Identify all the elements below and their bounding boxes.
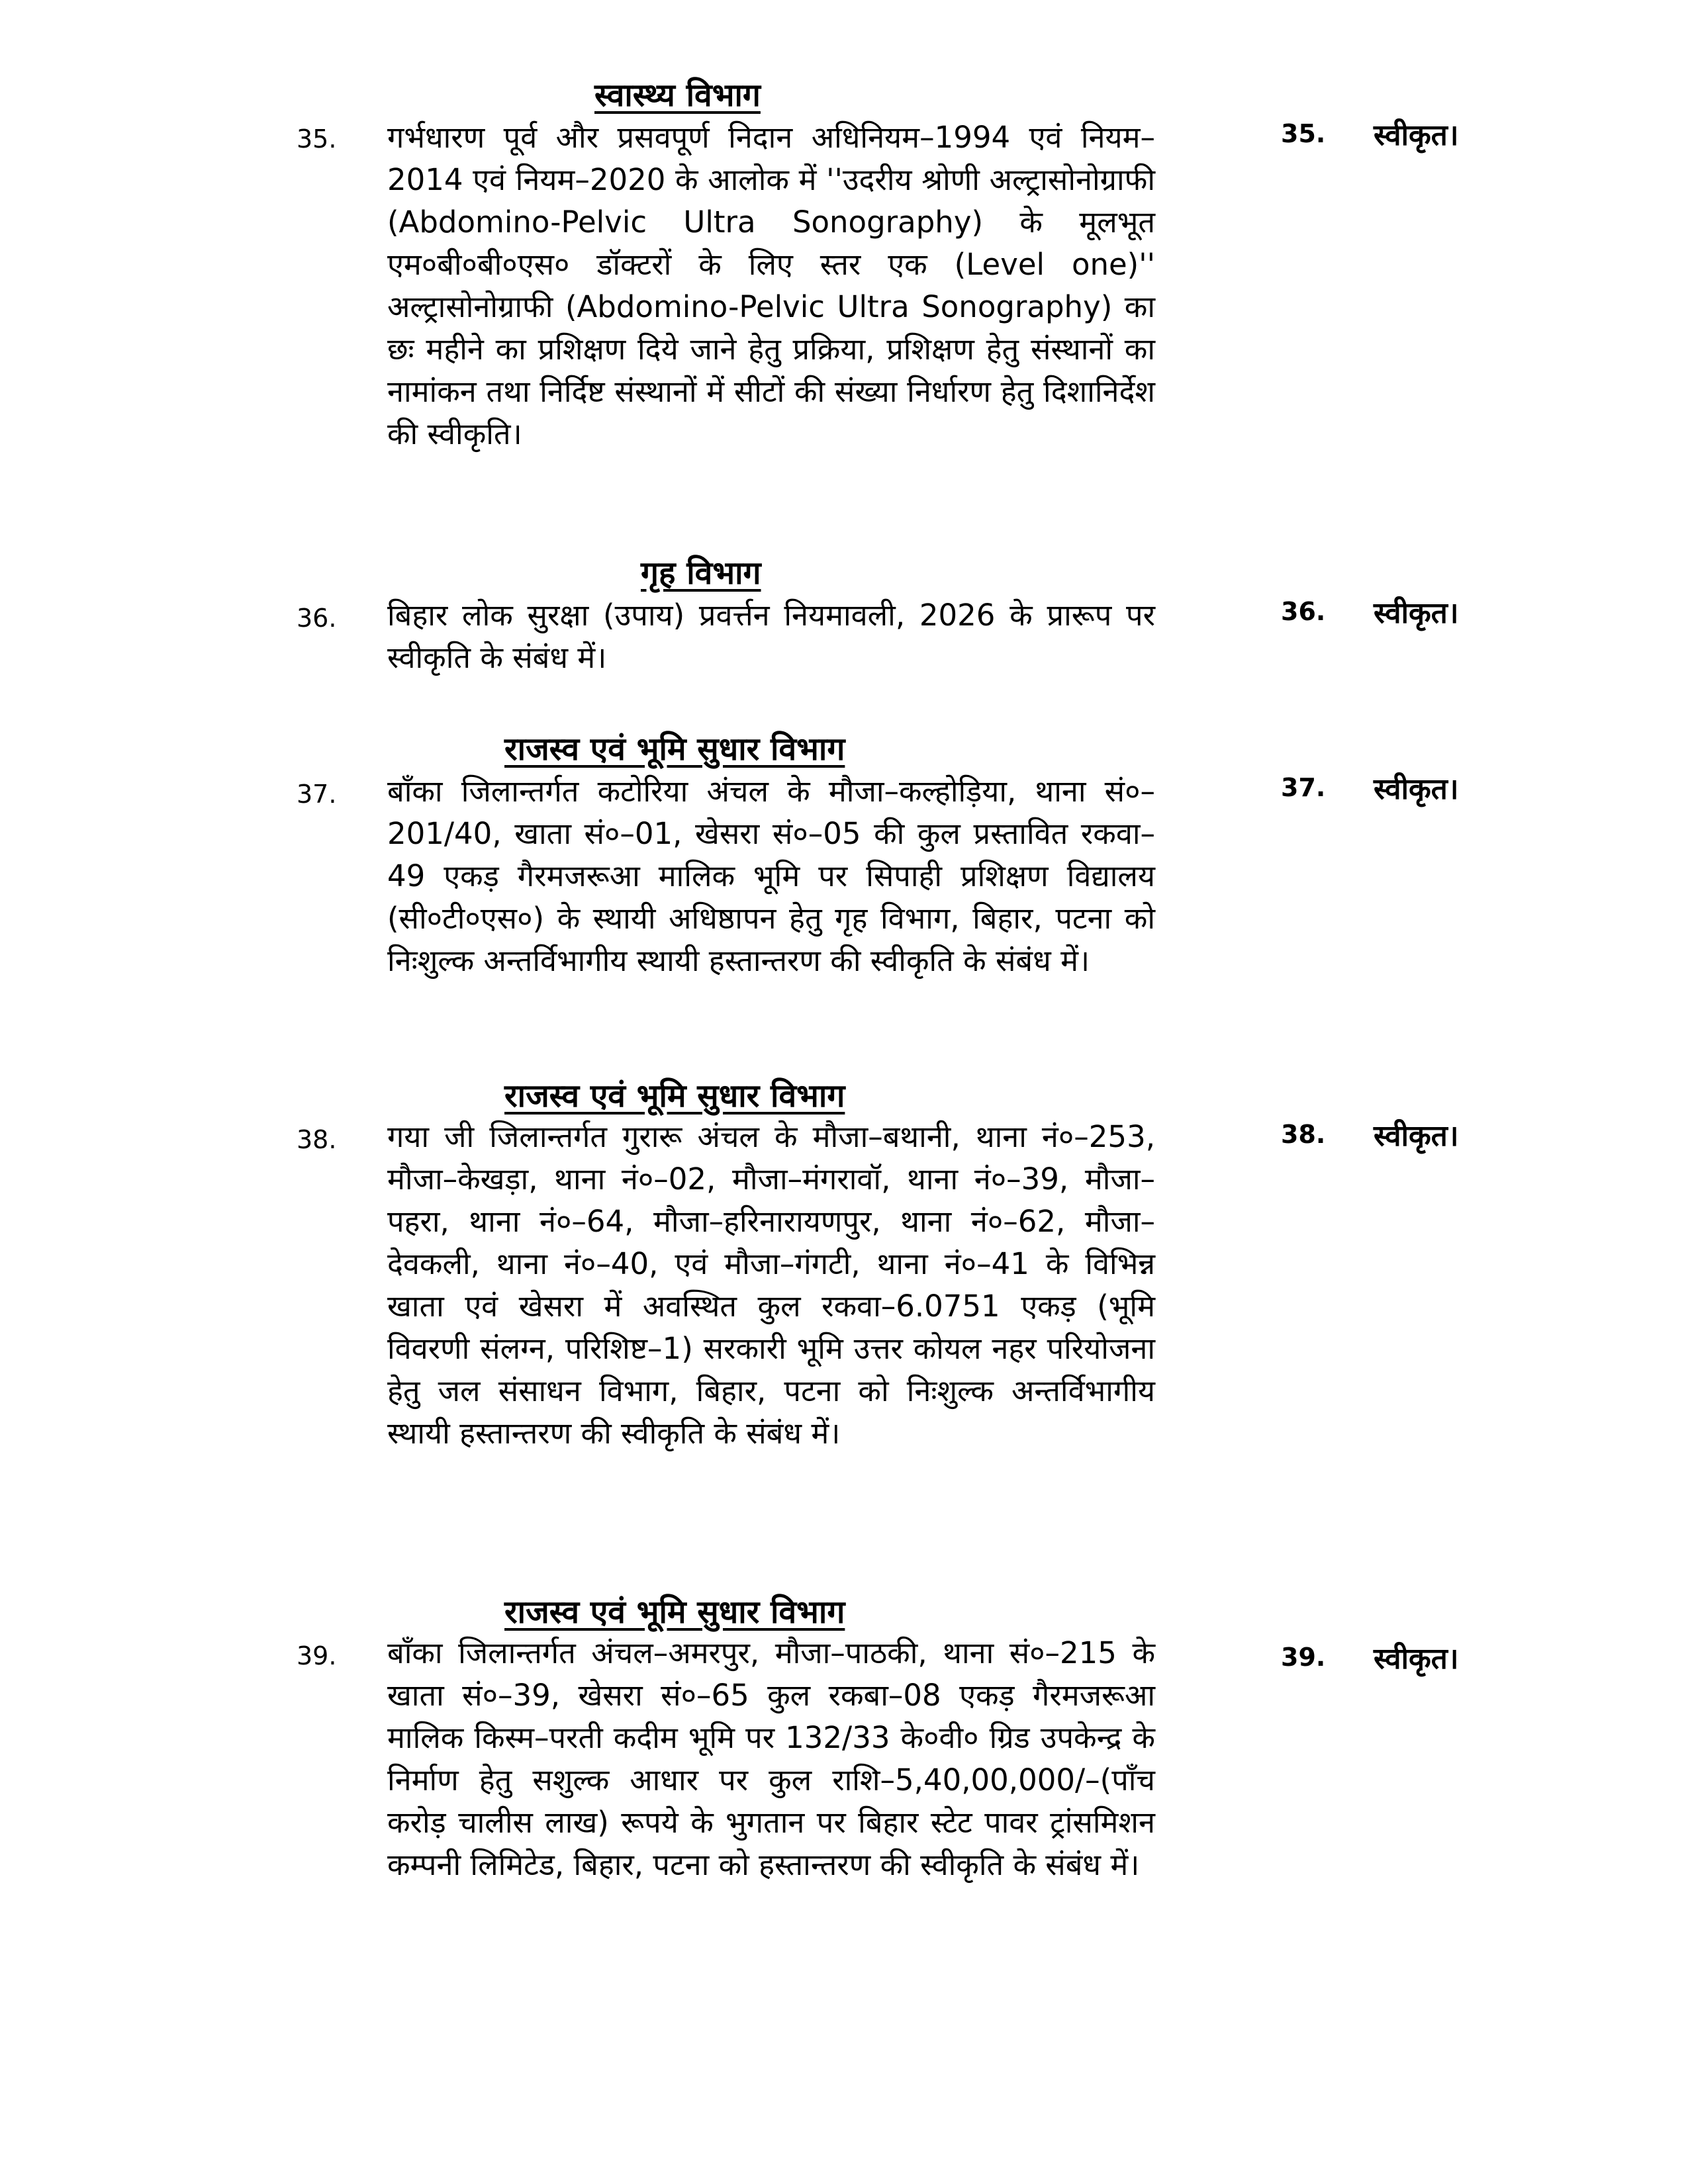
status-label: स्वीकृत। <box>1374 1642 1459 1676</box>
status-number: 38. <box>1281 1120 1326 1149</box>
status-label: स्वीकृत। <box>1374 1119 1459 1153</box>
item-number: 36. <box>297 604 337 633</box>
department-heading: स्वास्थ्य विभाग <box>594 77 761 114</box>
status-number: 35. <box>1281 119 1326 148</box>
item-number: 39. <box>297 1641 337 1670</box>
department-heading: राजस्व एवं भूमि सुधार विभाग <box>504 1594 845 1631</box>
status-label: स्वीकृत। <box>1374 772 1459 806</box>
item-description: बाँका जिलान्तर्गत कटोरिया अंचल के मौजा–कल्होड़िया, थाना सं०–201/40, खाता सं०–01, खेसरा सं०–05 की कुल प्रस्तावित रकवा–49 एकड़ गैरमजरूआ मालिक भूमि पर सिपाही प्रशिक्षण विद्यालय (सी०टी०एस०) के स्थायी अधिष्ठापन हेतु गृह विभाग, बिहार, पटना को निःशुल्क अन्तर्विभागीय स्थायी हस्तान्तरण की स्वीकृति के संबंध में। <box>387 774 1155 978</box>
item-number: 35. <box>297 124 337 154</box>
item-description: गया जी जिलान्तर्गत गुरारू अंचल के मौजा–बथानी, थाना नं०–253, मौजा–केखड़ा, थाना नं०–02, मौजा–मंगरावॉ, थाना नं०–39, मौजा–पहरा, थाना नं०–64, मौजा–हरिनारायणपुर, थाना नं०–62, मौजा–देवकली, थाना नं०–40, एवं मौजा–गंगटी, थाना नं०–41 के विभिन्न खाता एवं खेसरा में अवस्थित कुल रकवा–6.0751 एकड़ (भूमि विवरणी संलग्न, परिशिष्ट–1) सरकारी भूमि उत्तर कोयल नहर परियोजना हेतु जल संसाधन विभाग, बिहार, पटना को निःशुल्क अन्तर्विभागीय स्थायी हस्तान्तरण की स्वीकृति के संबंध में। <box>387 1119 1155 1451</box>
status-label: स्वीकृत। <box>1374 118 1459 152</box>
item-description: बिहार लोक सुरक्षा (उपाय) प्रवर्त्तन नियमावली, 2026 के प्रारूप पर स्वीकृति के संबंध में। <box>387 598 1155 675</box>
status-number: 37. <box>1281 773 1326 802</box>
item-number: 38. <box>297 1125 337 1154</box>
item-description: गर्भधारण पूर्व और प्रसवपूर्ण निदान अधिनियम–1994 एवं नियम–2014 एवं नियम–2020 के आलोक में ''उदरीय श्रोणी अल्ट्रासोनोग्राफी (Abdomino-Pelvic Ultra Sonography) के मूलभूत एम०बी०बी०एस० डॉक्टरों के लिए स्तर एक (Level one)'' अल्ट्रासोनोग्राफी (Abdomino-Pelvic Ultra Sonography) का छः महीने का प्रशिक्षण दिये जाने हेतु प्रक्रिया, प्रशिक्षण हेतु संस्थानों का नामांकन तथा निर्दिष्ट संस्थानों में सीटों की संख्या निर्धारण हेतु दिशानिर्देश की स्वीकृति। <box>387 120 1155 451</box>
department-heading: राजस्व एवं भूमि सुधार विभाग <box>504 1077 845 1115</box>
status-number: 39. <box>1281 1643 1326 1672</box>
department-heading: राजस्व एवं भूमि सुधार विभाग <box>504 731 845 768</box>
status-number: 36. <box>1281 597 1326 626</box>
status-label: स्वीकृत। <box>1374 596 1459 630</box>
item-number: 37. <box>297 780 337 809</box>
item-description: बाँका जिलान्तर्गत अंचल–अमरपुर, मौजा–पाठकी, थाना सं०–215 के खाता सं०–39, खेसरा सं०–65 कुल रकबा–08 एकड़ गैरमजरूआ मालिक किस्म–परती कदीम भूमि पर 132/33 के०वी० ग्रिड उपकेन्द्र के निर्माण हेतु सशुल्क आधार पर कुल राशि–5,40,00,000/–(पाँच करोड़ चालीस लाख) रूपये के भुगतान पर बिहार स्टेट पावर ट्रांसमिशन कम्पनी लिमिटेड, बिहार, पटना को हस्तान्तरण की स्वीकृति के संबंध में। <box>387 1635 1155 1882</box>
department-heading: गृह विभाग <box>641 555 761 592</box>
